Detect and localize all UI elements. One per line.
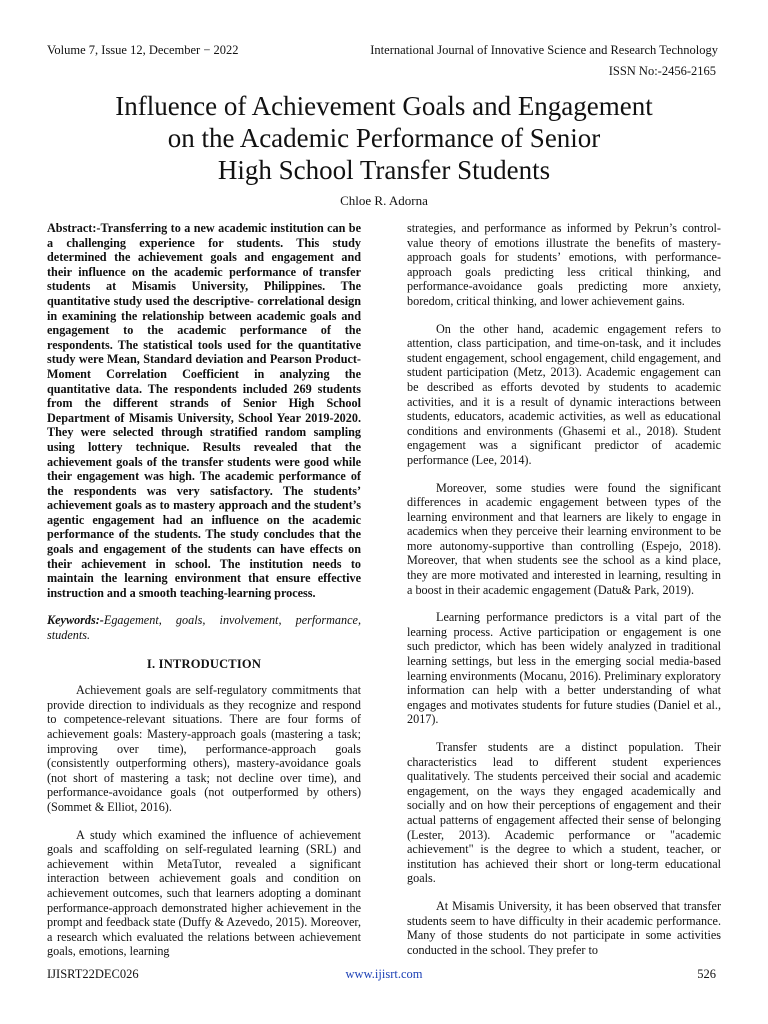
keywords-text: Egagement, goals, involvement, performance, students.	[47, 613, 361, 643]
title-line: High School Transfer Students	[217, 155, 551, 185]
keywords	[47, 613, 361, 642]
right-column	[407, 221, 721, 957]
title-line: Influence of Achievement Goals and Engagement	[115, 91, 653, 121]
section-heading: I. INTRODUCTION	[146, 656, 262, 671]
body-paragraph: A study which examined the influence of achievement goals and scaffolding on self-regulated learning (SRL) and achievement within MetaTutor, revealed a significant interaction between achievement goals and condition on achievement outcomes, such that learners adopting a dominant performance-approach demonstrated higher achievement in the prompt and feedback state (Duffy & Azevedo, 2015). Moreover, a research which evaluated the relations between achievement goals, emotions, learning	[47, 827, 361, 959]
body-paragraph: Moreover, some studies were found the significant differences in academic engagement between types of the learning environment and that learners are likely to engage in academics when they perceive their learning environment to be more autonomy-supportive than controlling (Espejo, 2018). Moreover, that when students see the school as a kind place, they are more motivated and interested in learning, resulting in a boost in their academic engagement (Datu& Park, 2019).	[407, 480, 721, 597]
paper-title	[40, 90, 728, 186]
author: Chloe R. Adorna	[340, 193, 428, 208]
keywords-label: Keywords:-	[47, 613, 104, 628]
body-paragraph: Achievement goals are self-regulatory commitments that provide direction to individuals as they recognize and respond to competence-relevant situations. There are four forms of achievement goals: Mastery-approach goals (mastering a task; improving over time), performance-approach goals (consistently outperforming others), mastery-avoidance goals (not short of mastering a task; not decline over time), and performance-avoidance goals (not outperformed by others) (Sommet & Elliot, 2016).	[47, 683, 361, 814]
body-paragraph: Learning performance predictors is a vital part of the learning process. Active participation or engagement is one such predictor, which has been widely analyzed in traditional learning settings, but less in the emerging social media-based learning environments (Mocanu, 2016). Preliminary exploratory information can help with a better understanding of what engages and motivates students for future studies (Daniel et al., 2017).	[407, 610, 721, 727]
page-number: 526	[697, 967, 716, 981]
journal-url	[0, 967, 768, 982]
issn: ISSN No:-2456-2165	[608, 64, 716, 78]
journal-link[interactable]: www.ijisrt.com	[345, 967, 423, 981]
paper-code: IJISRT22DEC026	[47, 967, 139, 981]
left-column	[47, 221, 361, 959]
body-paragraph: Transfer students are a distinct population. Their characteristics lead to different student experiences qualitatively. The students perceived their social and academic engagement, on the ways they engaged academically and socially and on how their perceptions of engagement and their actual patterns of engagement affected their sense of belonging (Lester, 2013). Academic performance or "academic achievement" is the degree to which a student, teacher, or institution has achieved their short or long-term educational goals.	[407, 740, 721, 886]
body-paragraph: strategies, and performance as informed by Pekrun’s control-value theory of emotions illustrate the benefits of mastery-approach goals for students’ emotions, with performance-approach goals predicting less critical thinking, and performance-avoidance goals predicting more anxiety, boredom, critical thinking, and lower achievement gains.	[407, 221, 721, 308]
title-line: on the Academic Performance of Senior	[167, 123, 601, 153]
volume-issue: Volume 7, Issue 12, December − 2022	[47, 43, 239, 57]
body-paragraph: On the other hand, academic engagement refers to attention, class participation, and time-on-task, and it includes student engagement, school engagement, child engagement, and student participation (Metz, 2013). Academic engagement can be described as efforts devoted by students to academic activities, and it is a result of dynamic interactions between students, educators, academic activities, as well as educational conditions and environments (Ghasemi et al., 2018). Student engagement was a significant predictor of academic performance (Lee, 2014).	[407, 321, 721, 467]
journal-name: International Journal of Innovative Science and Research Technology	[370, 43, 718, 57]
abstract: Abstract:-Transferring to a new academic institution can be a challenging experience for students. This study determined the achievement goals and engagement and their influence on the academic performance of transfer students at Misamis University, Philippines. The quantitative study used the descriptive- correlational design in examining the relationship between academic goals and engagement to the academic performance of the respondents. The statistical tools used for the quantitative study were Mean, Standard deviation and Pearson Product-Moment Correlation Coefficient in analyzing the quantitative data. The respondents included 269 students from the different strands of Senior High School Department of Misamis University, School Year 2019-2020. They were selected through stratified random sampling using lottery technique. Results revealed that the achievement goals of the transfer students were good while their engagement was high. The academic performance of the respondents was very satisfactory. The students’ achievement goals as to mastery approach and the student’s agentic engagement had an influence on the academic performance of the students. The study concludes that the goals and engagement of the students can have effects on their achievement in school. The institution needs to maintain the learning environment that ensure effective instruction and a smooth teaching-learning process.	[47, 221, 361, 600]
body-paragraph: At Misamis University, it has been observed that transfer students seem to have difficulty in their academic performance. Many of those students do not participate in some activities conducted in the school. They prefer to	[407, 898, 721, 957]
